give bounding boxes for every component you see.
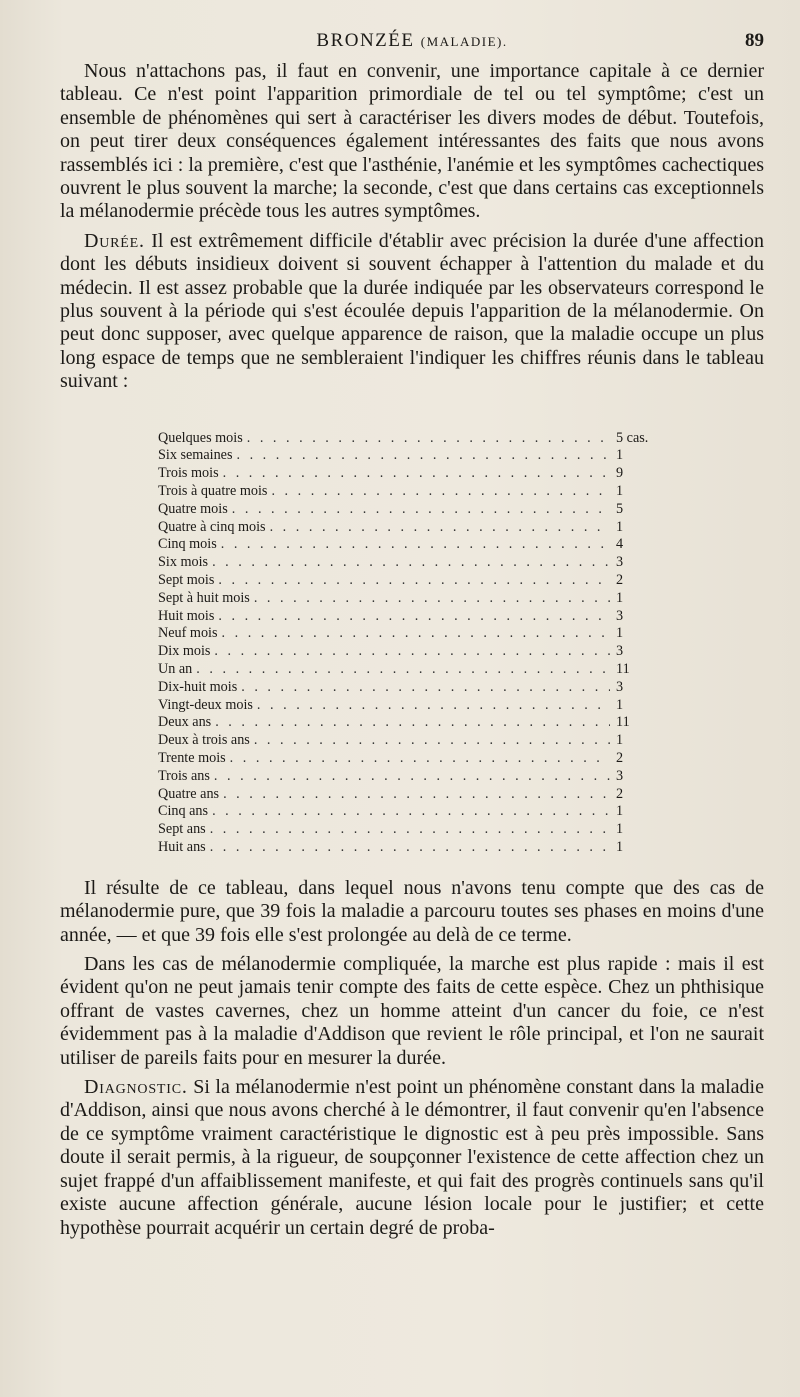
duration-label: Quelques mois	[158, 429, 243, 446]
case-count: 1	[616, 447, 624, 464]
case-count: 1	[616, 518, 624, 535]
table-row	[158, 803, 656, 821]
duration-label: Sept mois	[158, 572, 215, 589]
case-count: 3	[616, 607, 624, 624]
running-head	[60, 30, 764, 60]
dot-leader	[270, 519, 610, 536]
table-row	[158, 714, 656, 732]
running-title	[316, 30, 507, 52]
running-title-sub: (MALADIE).	[420, 34, 508, 49]
table-row	[158, 732, 656, 750]
dot-leader	[215, 714, 610, 731]
paragraph-complicated: Dans les cas de mélanodermie compliquée, la marche est plus rapide : mais il est évident qu'on ne peut jamais tenir compte des faits de cette espèce. Chez un phthisique offrant de vastes cavernes, chez un homme atteint d'un cancer du foie, ce n'est évidemment pas à la maladie d'Addison que revient le rôle principal, et l'on ne saurait utiliser de pareils faits pour en mesurer la durée.	[60, 953, 764, 1069]
duration-label: Dix-huit mois	[158, 678, 238, 695]
paragraph-duree-body: Il est extrêmement difficile d'établir avec précision la durée d'une affection dont les débuts insidieux doivent si souvent échapper à l'attention du malade et du médecin. Il est assez probable que la durée indiquée par les observateurs correspond le plus souvent à la période qui s'est écoulée depuis l'apparition de la mélanodermie. On peut donc supposer, avec quelque apparence de raison, que la maladie occupe un plus long espace de temps que ne sembleraient l'indiquer les chiffres réunis dans le tableau suivant :	[60, 229, 764, 393]
table-row	[158, 430, 656, 448]
paragraph-diagnostic-body: Si la mélanodermie n'est point un phénomène constant dans la maladie d'Addison, ainsi que nous avons cherché à le démontrer, il faut convenir qu'en l'absence de ce symptôme vraiment caractéristique le dignostic est à peu près impossible. Sans doute il serait permis, à la rigueur, de soupçonner l'existence de cette affection chez un sujet frappé d'un affaiblissement manifeste, et qui fait des progrès continuels sans qu'il existe aucune affection générale, aucune lésion locale pour le justifier; et cette hypothèse pourrait acquérir un certain degré de proba-	[60, 1076, 764, 1239]
duration-label: Sept à huit mois	[158, 589, 250, 606]
dot-leader	[223, 786, 610, 803]
duration-label: Un an	[158, 661, 193, 678]
case-count: 1	[616, 732, 624, 749]
paragraph-duree	[60, 230, 764, 394]
table-row	[158, 536, 656, 554]
table-row	[158, 501, 656, 519]
case-count: 1	[616, 589, 624, 606]
case-count: 3	[616, 678, 624, 695]
dot-leader	[210, 821, 610, 838]
section-heading-duree: Durée.	[84, 229, 145, 252]
dot-leader	[196, 661, 610, 678]
duration-label: Six mois	[158, 554, 209, 571]
case-count: 1	[616, 803, 624, 820]
duration-label: Dix mois	[158, 643, 211, 660]
dot-leader	[221, 536, 610, 553]
page-number: 89	[745, 30, 764, 51]
dot-leader	[257, 697, 610, 714]
case-count: 4	[616, 536, 624, 553]
table-row	[158, 839, 656, 857]
dot-leader	[214, 643, 610, 660]
table-row	[158, 821, 656, 839]
duration-label: Deux ans	[158, 714, 212, 731]
duration-label: Trente mois	[158, 750, 226, 767]
paragraph-diagnostic	[60, 1076, 764, 1240]
duration-label: Sept ans	[158, 821, 206, 838]
case-count: 1	[616, 839, 624, 856]
dot-leader	[212, 554, 610, 571]
duration-label: Trois à quatre mois	[158, 483, 268, 500]
case-count: 1	[616, 696, 624, 713]
duration-label: Trois ans	[158, 767, 210, 784]
duration-label: Vingt-deux mois	[158, 696, 253, 713]
table-row	[158, 554, 656, 572]
duration-label: Quatre à cinq mois	[158, 518, 266, 535]
table-row	[158, 625, 656, 643]
dot-leader	[254, 590, 610, 607]
duration-label: Quatre ans	[158, 785, 220, 802]
dot-leader	[254, 732, 610, 749]
dot-leader	[241, 679, 610, 696]
case-count: 1	[616, 821, 624, 838]
duration-label: Neuf mois	[158, 625, 218, 642]
section-heading-diagnostic: Diagnostic.	[84, 1076, 188, 1099]
running-title-main: BRONZÉE	[316, 30, 415, 51]
table-row	[158, 608, 656, 626]
case-count: 3	[616, 767, 624, 784]
table-row	[158, 768, 656, 786]
dot-leader	[230, 750, 610, 767]
case-count: 3	[616, 643, 624, 660]
duration-label: Huit mois	[158, 607, 215, 624]
table-row	[158, 519, 656, 537]
case-count: 9	[616, 465, 624, 482]
paragraph-result: Il résulte de ce tableau, dans lequel nous n'avons tenu compte que des cas de mélanodermie pure, que 39 fois la maladie a parcouru toutes ses phases en moins d'une année, — et que 39 fois elle s'est prolongée au delà de ce terme.	[60, 876, 764, 946]
dot-leader	[232, 501, 610, 518]
duration-label: Quatre mois	[158, 500, 228, 517]
dot-leader	[222, 625, 610, 642]
dot-leader	[212, 803, 610, 820]
table-row	[158, 465, 656, 483]
duration-label: Six semaines	[158, 447, 233, 464]
table-row	[158, 483, 656, 501]
dot-leader	[223, 465, 610, 482]
paragraph-conclusions: Nous n'attachons pas, il faut en convenir, une importance capitale à ce dernier tableau. Ce n'est point l'apparition primordiale de tel ou tel symptôme; c'est un ensemble de phénomènes qui sert à caractériser les divers modes de début. Toutefois, on peut tirer deux conséquences également intéressantes des faits que nous avons rassemblés ici : la première, c'est que l'asthénie, l'anémie et les symptômes cachectiques ouvrent le plus souvent la marche; la seconde, c'est que dans certains cas exceptionnels la mélanodermie précède tous les autres symptômes.	[60, 60, 764, 223]
duration-label: Huit ans	[158, 839, 206, 856]
table-row	[158, 679, 656, 697]
dot-leader	[218, 572, 610, 589]
case-count: 2	[616, 750, 624, 767]
case-count: 2	[616, 572, 624, 589]
table-row	[158, 447, 656, 465]
case-count: 5	[616, 500, 624, 517]
duration-label: Deux à trois ans	[158, 732, 250, 749]
table-row	[158, 661, 656, 679]
table-row	[158, 750, 656, 768]
table-row	[158, 572, 656, 590]
table-row	[158, 697, 656, 715]
case-count: 2	[616, 785, 624, 802]
duration-table	[158, 430, 656, 857]
case-count: 1	[616, 625, 624, 642]
case-count: 11	[616, 661, 630, 678]
table-row	[158, 590, 656, 608]
dot-leader	[214, 768, 610, 785]
dot-leader	[218, 608, 610, 625]
dot-leader	[271, 483, 610, 500]
dot-leader	[247, 430, 610, 447]
table-row	[158, 643, 656, 661]
case-count: 5 cas.	[616, 429, 649, 446]
dot-leader	[236, 447, 610, 464]
table-row	[158, 786, 656, 804]
duration-label: Cinq ans	[158, 803, 209, 820]
dot-leader	[210, 839, 610, 856]
case-count: 3	[616, 554, 624, 571]
case-count: 11	[616, 714, 630, 731]
duration-label: Cinq mois	[158, 536, 217, 553]
duration-label: Trois mois	[158, 465, 219, 482]
case-count: 1	[616, 483, 624, 500]
